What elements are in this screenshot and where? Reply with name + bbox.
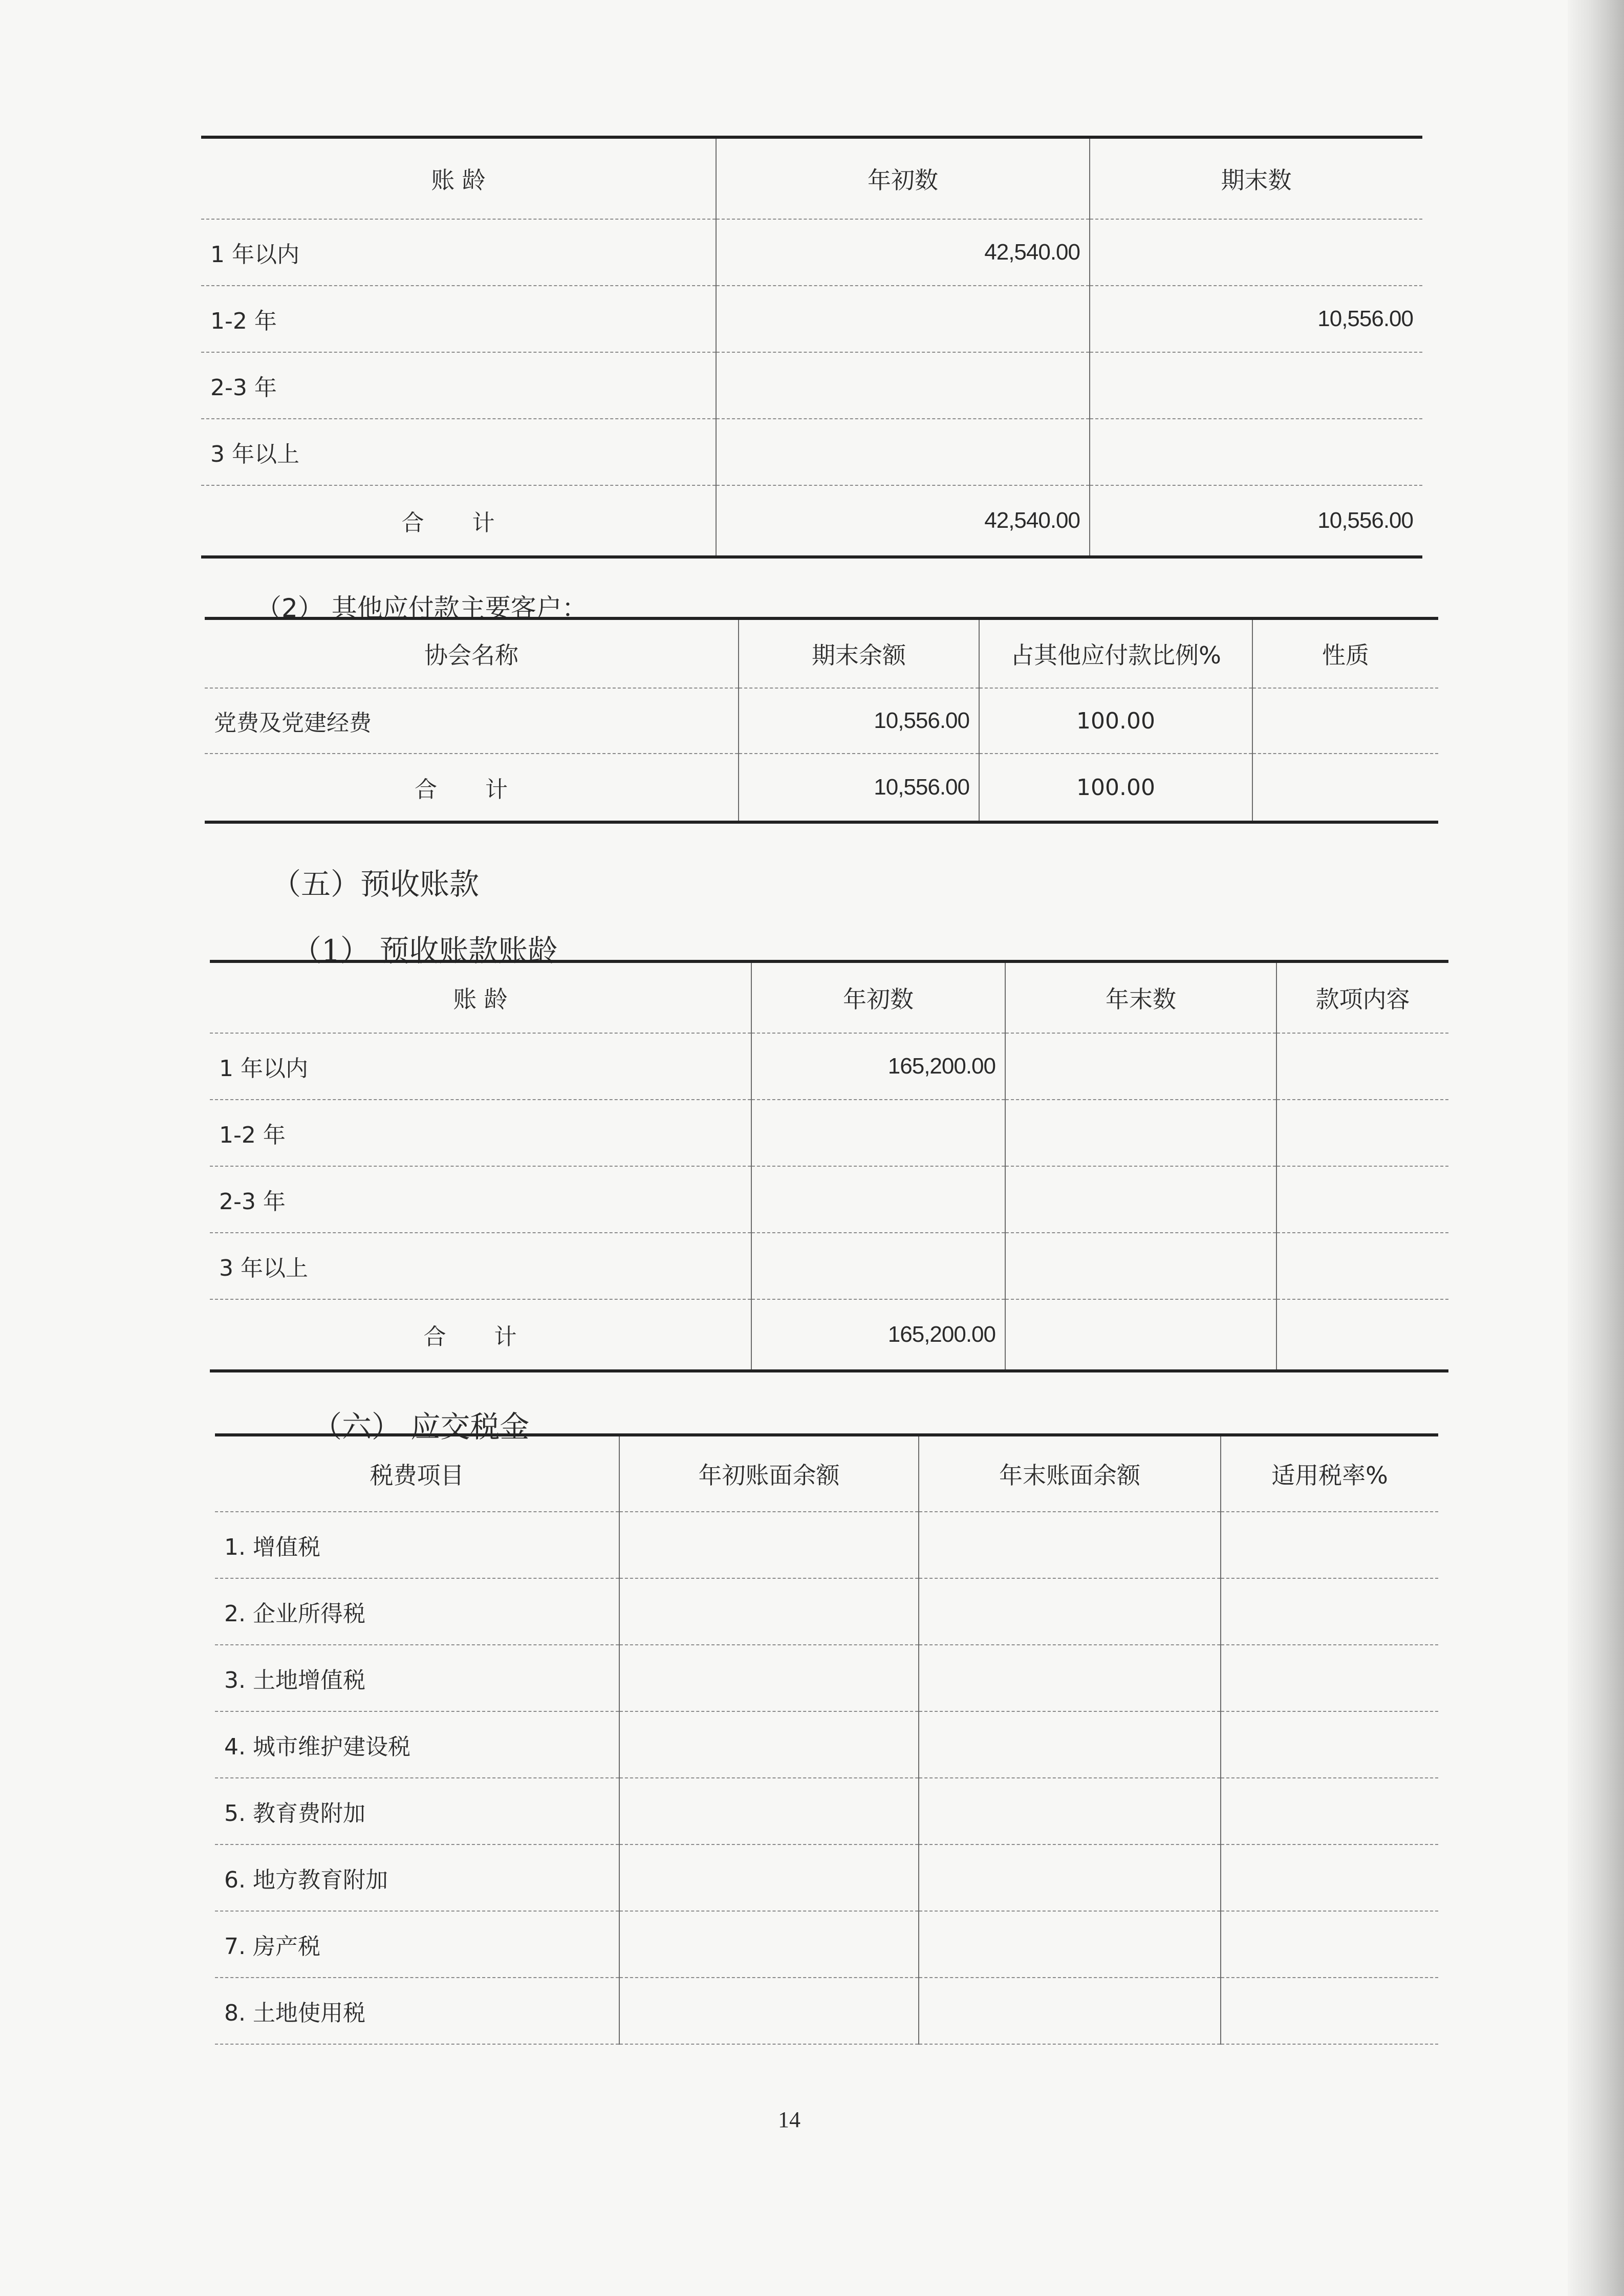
table-row bbox=[215, 1711, 1438, 1778]
col-header-end-balance: 年末账面余额 bbox=[919, 1435, 1221, 1512]
begin-value bbox=[716, 419, 1090, 485]
total-row bbox=[201, 485, 1422, 557]
ratio-value: 100.00 bbox=[979, 688, 1252, 754]
begin-balance bbox=[619, 1778, 919, 1844]
table-row bbox=[201, 352, 1422, 419]
tax-item: 3. 土地增值税 bbox=[215, 1645, 619, 1711]
begin-value bbox=[751, 1233, 1005, 1299]
tax-rate bbox=[1221, 1844, 1438, 1911]
table-row bbox=[215, 1978, 1438, 2044]
section6-title: （六） 应交税金 bbox=[312, 1409, 530, 1444]
begin-balance bbox=[619, 1711, 919, 1778]
begin-value bbox=[751, 1100, 1005, 1166]
row-label: 1-2 年 bbox=[201, 286, 716, 352]
aging-table bbox=[201, 136, 1422, 559]
col-header-begin: 年初数 bbox=[716, 137, 1090, 219]
col-header-nature: 性质 bbox=[1252, 618, 1438, 688]
end-balance bbox=[919, 1512, 1221, 1578]
total-ratio: 100.00 bbox=[979, 754, 1252, 822]
begin-value: 42,540.00 bbox=[716, 219, 1090, 286]
end-value bbox=[1005, 1033, 1276, 1100]
col-header-content: 款项内容 bbox=[1276, 961, 1448, 1033]
begin-balance bbox=[619, 1578, 919, 1645]
content-value bbox=[1276, 1166, 1448, 1233]
col-header-end: 年末数 bbox=[1005, 961, 1276, 1033]
col-header-begin: 年初数 bbox=[751, 961, 1005, 1033]
end-balance bbox=[919, 1645, 1221, 1711]
tax-item: 2. 企业所得税 bbox=[215, 1578, 619, 1645]
taxes-payable-table bbox=[215, 1433, 1438, 2045]
table-row bbox=[205, 688, 1438, 754]
tax-rate bbox=[1221, 1512, 1438, 1578]
end-value bbox=[1005, 1100, 1276, 1166]
col-header-balance: 期末余额 bbox=[739, 618, 979, 688]
table-header-row bbox=[201, 137, 1422, 219]
content-value bbox=[1276, 1033, 1448, 1100]
col-header-item: 税费项目 bbox=[215, 1435, 619, 1512]
table-row bbox=[201, 219, 1422, 286]
table-row bbox=[210, 1233, 1448, 1299]
tax-item: 1. 增值税 bbox=[215, 1512, 619, 1578]
table-row bbox=[201, 286, 1422, 352]
tax-item: 6. 地方教育附加 bbox=[215, 1844, 619, 1911]
col-header-ratio: 占其他应付款比例% bbox=[979, 618, 1252, 688]
col-header-aging: 账 龄 bbox=[201, 137, 716, 219]
end-balance bbox=[919, 1578, 1221, 1645]
total-label: 合 计 bbox=[210, 1299, 751, 1371]
begin-balance bbox=[619, 1844, 919, 1911]
total-label: 合 计 bbox=[205, 754, 739, 822]
end-value bbox=[1005, 1166, 1276, 1233]
end-value bbox=[1090, 419, 1422, 485]
end-value bbox=[1005, 1233, 1276, 1299]
row-label: 2-3 年 bbox=[201, 352, 716, 419]
tax-rate bbox=[1221, 1645, 1438, 1711]
tax-item: 4. 城市维护建设税 bbox=[215, 1711, 619, 1778]
begin-balance bbox=[619, 1645, 919, 1711]
tax-item: 5. 教育费附加 bbox=[215, 1778, 619, 1844]
begin-value bbox=[751, 1166, 1005, 1233]
col-header-rate: 适用税率% bbox=[1221, 1435, 1438, 1512]
tax-rate bbox=[1221, 1911, 1438, 1978]
begin-value: 165,200.00 bbox=[751, 1033, 1005, 1100]
col-header-begin-balance: 年初账面余额 bbox=[619, 1435, 919, 1512]
page-number: 14 bbox=[778, 2107, 800, 2132]
row-label: 1-2 年 bbox=[210, 1100, 751, 1166]
nature-value bbox=[1252, 688, 1438, 754]
row-label: 党费及党建经费 bbox=[205, 688, 739, 754]
tax-rate bbox=[1221, 1778, 1438, 1844]
total-end: 10,556.00 bbox=[1090, 485, 1422, 557]
col-header-end: 期末数 bbox=[1090, 137, 1422, 219]
row-label: 2-3 年 bbox=[210, 1166, 751, 1233]
table-row bbox=[210, 1033, 1448, 1100]
table-row bbox=[210, 1166, 1448, 1233]
content-value bbox=[1276, 1233, 1448, 1299]
total-row bbox=[210, 1299, 1448, 1371]
section5-title: （五）预收账款 bbox=[271, 867, 480, 902]
table-header-row bbox=[215, 1435, 1438, 1512]
table-row bbox=[215, 1512, 1438, 1578]
total-content bbox=[1276, 1299, 1448, 1371]
balance-value: 10,556.00 bbox=[739, 688, 979, 754]
total-begin: 42,540.00 bbox=[716, 485, 1090, 557]
begin-balance bbox=[619, 1978, 919, 2044]
table-row bbox=[201, 419, 1422, 485]
col-header-aging: 账 龄 bbox=[210, 961, 751, 1033]
begin-value bbox=[716, 352, 1090, 419]
tax-rate bbox=[1221, 1578, 1438, 1645]
other-payables-caption: （2） 其他应付款主要客户： bbox=[256, 593, 588, 623]
end-balance bbox=[919, 1978, 1221, 2044]
end-value bbox=[1090, 219, 1422, 286]
end-value bbox=[1090, 352, 1422, 419]
begin-balance bbox=[619, 1512, 919, 1578]
col-header-name: 协会名称 bbox=[205, 618, 739, 688]
begin-balance bbox=[619, 1911, 919, 1978]
content-value bbox=[1276, 1100, 1448, 1166]
table-row bbox=[215, 1778, 1438, 1844]
table-header-row bbox=[210, 961, 1448, 1033]
other-payables-table bbox=[205, 617, 1438, 824]
table-row bbox=[215, 1844, 1438, 1911]
total-balance: 10,556.00 bbox=[739, 754, 979, 822]
table-row bbox=[215, 1578, 1438, 1645]
table-header-row bbox=[205, 618, 1438, 688]
table-row bbox=[210, 1100, 1448, 1166]
section5-subtitle: （1） 预收账款账龄 bbox=[292, 933, 558, 968]
row-label: 3 年以上 bbox=[201, 419, 716, 485]
total-nature bbox=[1252, 754, 1438, 822]
end-value: 10,556.00 bbox=[1090, 286, 1422, 352]
page-edge-shadow bbox=[1568, 0, 1624, 2296]
end-balance bbox=[919, 1711, 1221, 1778]
total-label: 合 计 bbox=[201, 485, 716, 557]
row-label: 1 年以内 bbox=[210, 1033, 751, 1100]
table-row bbox=[215, 1911, 1438, 1978]
end-balance bbox=[919, 1844, 1221, 1911]
tax-rate bbox=[1221, 1711, 1438, 1778]
total-end bbox=[1005, 1299, 1276, 1371]
begin-value bbox=[716, 286, 1090, 352]
end-balance bbox=[919, 1911, 1221, 1978]
tax-item: 8. 土地使用税 bbox=[215, 1978, 619, 2044]
total-begin: 165,200.00 bbox=[751, 1299, 1005, 1371]
total-row bbox=[205, 754, 1438, 822]
row-label: 3 年以上 bbox=[210, 1233, 751, 1299]
row-label: 1 年以内 bbox=[201, 219, 716, 286]
end-balance bbox=[919, 1778, 1221, 1844]
tax-rate bbox=[1221, 1978, 1438, 2044]
tax-item: 7. 房产税 bbox=[215, 1911, 619, 1978]
advance-receipts-table bbox=[210, 960, 1448, 1372]
table-row bbox=[215, 1645, 1438, 1711]
